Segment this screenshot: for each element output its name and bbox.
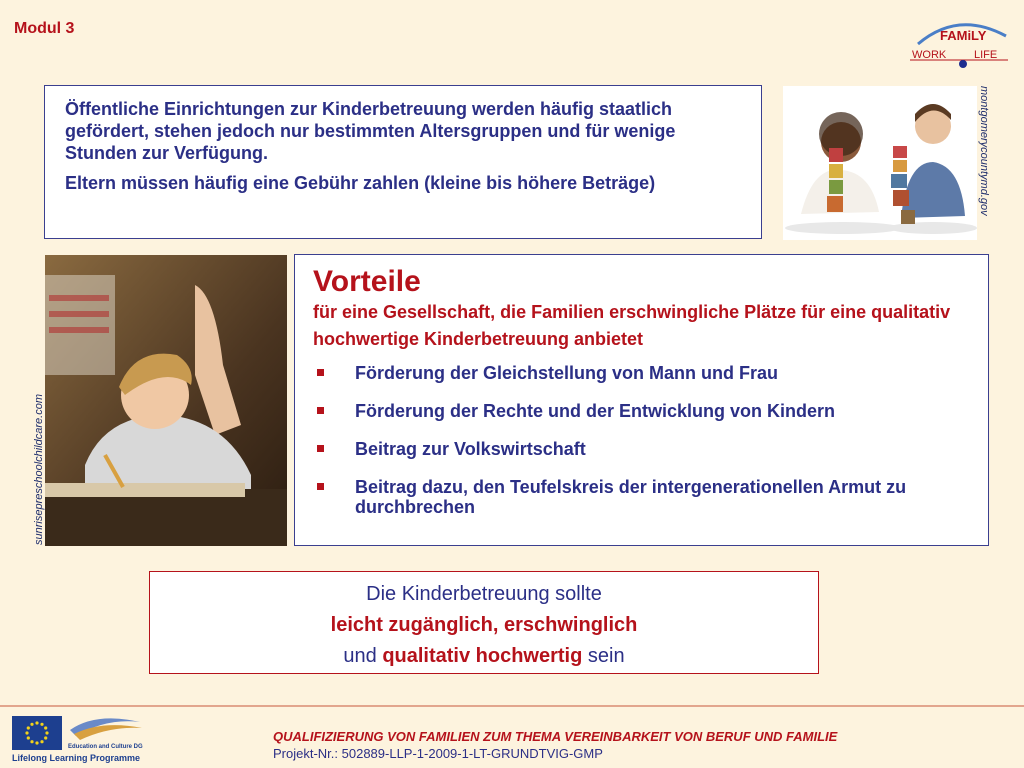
boy-raising-hand-photo <box>45 255 287 546</box>
photo-credit-left: sunrisepreschoolchildcare.com <box>33 393 45 545</box>
svg-text:WORK: WORK <box>912 49 947 61</box>
advantages-list <box>313 363 972 517</box>
list-item: Förderung der Gleichstellung von Mann und Frau <box>313 363 972 383</box>
svg-text:LIFE: LIFE <box>974 49 998 61</box>
education-culture-dg-logo <box>66 714 146 750</box>
square-bullet-icon <box>317 369 324 376</box>
footer-project-number: Projekt-Nr.: 502889-LLP-1-2009-1-LT-GRUNDTVIG-GMP <box>273 746 603 761</box>
eu-flag-icon <box>12 716 62 750</box>
lifelong-learning-label: Lifelong Learning Programme <box>12 753 141 763</box>
square-bullet-icon <box>317 483 324 490</box>
square-bullet-icon <box>317 445 324 452</box>
public-childcare-paragraph-1: Öffentliche Einrichtungen zur Kinderbetreuung werden häufig staatlich gefördert, stehen jedoch nur bestimmten Altersgruppen und für wenige Stunden zur Verfügung. <box>65 99 676 163</box>
footer-title: QUALIFIZIERUNG VON FAMILIEN ZUM THEMA VEREINBARKEIT VON BERUF UND FAMILIE <box>273 729 838 744</box>
should-line-3: und qualitativ hochwertig sein <box>343 645 625 667</box>
childcare-should-box <box>149 571 819 674</box>
should-line-2: leicht zugänglich, erschwinglich <box>330 614 638 636</box>
footer-divider <box>0 705 1024 707</box>
list-item: Förderung der Rechte und der Entwicklung von Kindern <box>313 401 972 421</box>
advantages-title: Vorteile <box>313 265 421 298</box>
svg-text:Education and Culture DG: Education and Culture DG <box>68 744 143 750</box>
svg-text:FAMiLY: FAMiLY <box>940 28 987 43</box>
family-work-life-logo <box>908 14 1012 70</box>
advantages-subtitle: für eine Gesellschaft, die Familien erschwingliche Plätze für eine qualitativ hochwertige Kinderbetreuung anbietet <box>313 302 951 349</box>
advantages-box <box>294 254 989 546</box>
list-item: Beitrag zur Volkswirtschaft <box>313 439 972 459</box>
photo-credit-right: montgomerycountymd.gov <box>978 86 990 216</box>
list-item: Beitrag dazu, den Teufelskreis der intergenerationellen Armut zu durchbrechen <box>313 477 972 517</box>
square-bullet-icon <box>317 407 324 414</box>
public-childcare-box <box>44 85 762 239</box>
module-label: Modul 3 <box>14 20 75 37</box>
children-playing-blocks-photo <box>783 86 977 240</box>
should-line-1: Die Kinderbetreuung sollte <box>366 583 602 605</box>
public-childcare-paragraph-2: Eltern müssen häufig eine Gebühr zahlen (kleine bis höhere Beträge) <box>65 173 656 193</box>
